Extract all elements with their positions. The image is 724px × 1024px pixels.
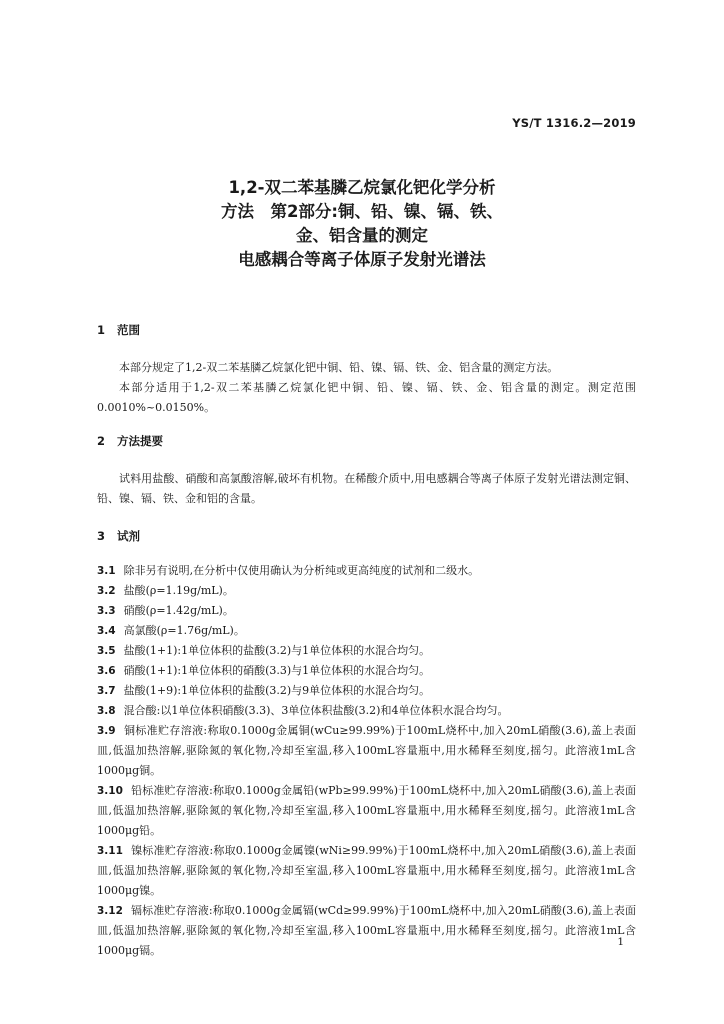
section-title: 范围 — [117, 323, 140, 337]
item-text: 镍标准贮存溶液:称取0.1000g金属镍(wNi≥99.99%)于100mL烧杯中,加入20mL硝酸(3.6),盖上表面皿,低温加热溶解,驱除氮的氧化物,冷却至室温,移入100mL容量瓶中,用水稀释至刻度,摇匀。此溶液1mL含1000μg镍。 — [97, 844, 636, 897]
item-text: 铜标准贮存溶液:称取0.1000g金属铜(wCu≥99.99%)于100mL烧杯中,加入20mL硝酸(3.6),盖上表面皿,低温加热溶解,驱除氮的氧化物,冷却至室温,移入100mL容量瓶中,用水稀释至刻度,摇匀。此溶液1mL含1000μg铜。 — [97, 724, 636, 777]
item-number: 3.10 — [97, 785, 123, 797]
reagent-item — [97, 581, 636, 601]
reagent-item — [97, 681, 636, 701]
item-number: 3.5 — [97, 645, 116, 657]
item-text: 混合酸:以1单位体积硝酸(3.3)、3单位体积盐酸(3.2)和4单位体积水混合均匀。 — [123, 704, 509, 717]
reagent-item — [97, 701, 636, 721]
item-number: 3.12 — [97, 905, 123, 917]
reagent-item — [97, 641, 636, 661]
item-text: 硝酸(ρ=1.42g/mL)。 — [123, 604, 234, 617]
section-3-heading — [97, 528, 140, 544]
title-line-3: 金、铝含量的测定 — [296, 226, 428, 245]
reagent-item — [97, 621, 636, 641]
item-number: 3.9 — [97, 725, 116, 737]
section-title: 方法提要 — [117, 434, 163, 448]
section-number: 1 — [97, 323, 106, 337]
reagent-item — [97, 781, 636, 841]
item-number: 3.11 — [97, 845, 123, 857]
document-title — [0, 176, 724, 272]
item-number: 3.7 — [97, 685, 116, 697]
item-number: 3.6 — [97, 665, 116, 677]
page-number: 1 — [617, 936, 624, 948]
reagent-item — [97, 561, 636, 581]
item-text: 除非另有说明,在分析中仅使用确认为分析纯或更高纯度的试剂和二级水。 — [123, 564, 480, 577]
reagent-item — [97, 601, 636, 621]
section-1-heading — [97, 322, 140, 338]
section-1-paragraph-2: 本部分适用于1,2-双二苯基膦乙烷氯化钯中铜、铅、镍、镉、铁、金、铝含量的测定。测定范围0.0010%~0.0150%。 — [97, 381, 636, 414]
section-number: 2 — [97, 434, 106, 448]
reagent-item — [97, 661, 636, 681]
item-number: 3.3 — [97, 605, 116, 617]
item-text: 盐酸(1+1):1单位体积的盐酸(3.2)与1单位体积的水混合均匀。 — [123, 644, 431, 657]
section-2-paragraph-1: 试料用盐酸、硝酸和高氯酸溶解,破坏有机物。在稀酸介质中,用电感耦合等离子体原子发射光谱法测定铜、铅、镍、镉、铁、金和铝的含量。 — [97, 472, 636, 505]
section-number: 3 — [97, 529, 106, 543]
section-1-paragraph-1: 本部分规定了1,2-双二苯基膦乙烷氯化钯中铜、铅、镍、镉、铁、金、铝含量的测定方法。 — [119, 361, 559, 374]
section-title: 试剂 — [117, 529, 140, 543]
item-number: 3.4 — [97, 625, 116, 637]
item-text: 铅标准贮存溶液:称取0.1000g金属铅(wPb≥99.99%)于100mL烧杯中,加入20mL硝酸(3.6),盖上表面皿,低温加热溶解,驱除氮的氧化物,冷却至室温,移入100mL容量瓶中,用水稀释至刻度,摇匀。此溶液1mL含1000μg铅。 — [97, 784, 636, 837]
item-number: 3.8 — [97, 705, 116, 717]
reagent-item — [97, 841, 636, 901]
title-line-4: 电感耦合等离子体原子发射光谱法 — [238, 250, 486, 269]
item-number: 3.1 — [97, 565, 116, 577]
standard-number: YS/T 1316.2—2019 — [512, 116, 636, 130]
reagent-item — [97, 721, 636, 781]
item-text: 盐酸(ρ=1.19g/mL)。 — [123, 584, 234, 597]
item-text: 镉标准贮存溶液:称取0.1000g金属镉(wCd≥99.99%)于100mL烧杯中,加入20mL硝酸(3.6),盖上表面皿,低温加热溶解,驱除氮的氧化物,冷却至室温,移入100mL容量瓶中,用水稀释至刻度,摇匀。此溶液1mL含1000μg镉。 — [97, 904, 636, 957]
title-line-2: 方法 第2部分:铜、铅、镍、镉、铁、 — [220, 202, 504, 221]
title-line-1: 1,2-双二苯基膦乙烷氯化钯化学分析 — [228, 178, 496, 197]
item-text: 高氯酸(ρ=1.76g/mL)。 — [123, 624, 245, 637]
reagent-item — [97, 901, 636, 961]
item-text: 盐酸(1+9):1单位体积的盐酸(3.2)与9单位体积的水混合均匀。 — [123, 684, 431, 697]
item-text: 硝酸(1+1):1单位体积的硝酸(3.3)与1单位体积的水混合均匀。 — [123, 664, 431, 677]
item-number: 3.2 — [97, 585, 116, 597]
section-2-heading — [97, 433, 163, 449]
